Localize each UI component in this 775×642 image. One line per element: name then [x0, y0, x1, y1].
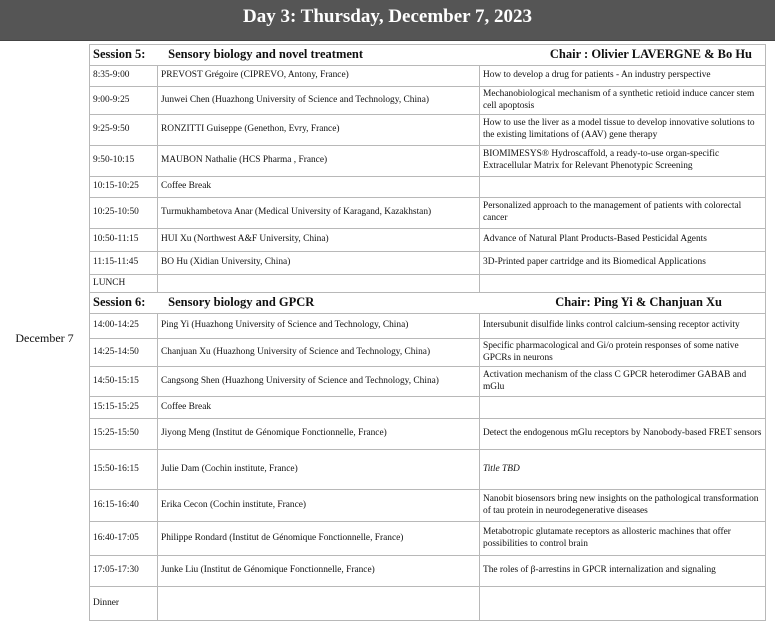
- time-cell: 9:25-9:50: [90, 115, 158, 146]
- session-header: [90, 293, 766, 314]
- time-cell: 15:25-15:50: [90, 419, 158, 450]
- speaker-cell: BO Hu (Xidian University, China): [158, 252, 480, 275]
- time-cell: 9:00-9:25: [90, 87, 158, 115]
- table-row: [90, 198, 766, 229]
- talk-cell: Mechanobiological mechanism of a synthetic retioid induce cancer stem cell apoptosis: [480, 87, 766, 115]
- table-row: [90, 522, 766, 556]
- session-chair: Chair: Ping Yi & Chanjuan Xu: [555, 295, 723, 310]
- time-cell: 15:15-15:25: [90, 397, 158, 419]
- table-row: [90, 419, 766, 450]
- table-row: [90, 229, 766, 252]
- talk-cell: The roles of β-arrestins in GPCR internalization and signaling: [480, 556, 766, 587]
- talk-cell: 3D-Printed paper cartridge and its Biomedical Applications: [480, 252, 766, 275]
- speaker-cell: Coffee Break: [158, 397, 480, 419]
- table-row: [90, 66, 766, 87]
- table-row: [90, 252, 766, 275]
- time-cell: 15:50-16:15: [90, 450, 158, 490]
- speaker-cell: Chanjuan Xu (Huazhong University of Science and Technology, China): [158, 339, 480, 367]
- speaker-cell: Cangsong Shen (Huazhong University of Science and Technology, China): [158, 367, 480, 397]
- date-label: December 7: [15, 331, 74, 345]
- talk-cell: Personalized approach to the management of patients with colorectal cancer: [480, 198, 766, 229]
- table-row: [90, 397, 766, 419]
- table-row: [90, 450, 766, 490]
- speaker-cell: Junke Liu (Institut de Génomique Fonctionnelle, France): [158, 556, 480, 587]
- speaker-cell: [158, 587, 480, 621]
- speaker-cell: Erika Cecon (Cochin institute, France): [158, 490, 480, 522]
- table-row: [90, 339, 766, 367]
- talk-cell: [480, 587, 766, 621]
- talk-cell: BIOMIMESYS® Hydroscaffold, a ready-to-use organ-specific Extracellular Matrix for Relevant Phenotypic Screening: [480, 146, 766, 177]
- time-cell: 10:25-10:50: [90, 198, 158, 229]
- speaker-cell: Junwei Chen (Huazhong University of Science and Technology, China): [158, 87, 480, 115]
- speaker-cell: [158, 275, 480, 293]
- speaker-cell: RONZITTI Guiseppe (Genethon, Evry, France): [158, 115, 480, 146]
- session-header-cell: [90, 293, 766, 314]
- talk-cell: Intersubunit disulfide links control calcium-sensing receptor activity: [480, 314, 766, 339]
- talk-cell: Activation mechanism of the class C GPCR heterodimer GABAB and mGlu: [480, 367, 766, 397]
- speaker-cell: MAUBON Nathalie (HCS Pharma , France): [158, 146, 480, 177]
- session-chair: Chair : Olivier LAVERGNE & Bo Hu: [549, 47, 753, 62]
- time-cell: 16:40-17:05: [90, 522, 158, 556]
- speaker-cell: PREVOST Grégoire (CIPREVO, Antony, France): [158, 66, 480, 87]
- time-cell: 14:25-14:50: [90, 339, 158, 367]
- table-row: [90, 556, 766, 587]
- page-title: Day 3: Thursday, December 7, 2023: [0, 0, 775, 41]
- time-cell: 9:50-10:15: [90, 146, 158, 177]
- talk-cell: Advance of Natural Plant Products-Based Pesticidal Agents: [480, 229, 766, 252]
- speaker-cell: HUI Xu (Northwest A&F University, China): [158, 229, 480, 252]
- speaker-cell: Ping Yi (Huazhong University of Science and Technology, China): [158, 314, 480, 339]
- talk-cell: How to develop a drug for patients - An industry perspective: [480, 66, 766, 87]
- time-cell: 8:35-9:00: [90, 66, 158, 87]
- table-row: [90, 146, 766, 177]
- table-row: [90, 87, 766, 115]
- session-topic: Sensory biology and novel treatment: [168, 47, 364, 62]
- time-cell: 10:50-11:15: [90, 229, 158, 252]
- speaker-cell: Coffee Break: [158, 177, 480, 198]
- talk-cell: Specific pharmacological and Gi/o protein responses of some native GPCRs in neurons: [480, 339, 766, 367]
- time-cell: 11:15-11:45: [90, 252, 158, 275]
- talk-cell: Metabotropic glutamate receptors as allosteric machines that offer possibilities to control brain: [480, 522, 766, 556]
- time-cell: 17:05-17:30: [90, 556, 158, 587]
- speaker-cell: Julie Dam (Cochin institute, France): [158, 450, 480, 490]
- table-row: [90, 490, 766, 522]
- speaker-cell: Turmukhambetova Anar (Medical University of Karagand, Kazakhstan): [158, 198, 480, 229]
- speaker-cell: Jiyong Meng (Institut de Génomique Fonctionnelle, France): [158, 419, 480, 450]
- time-cell: Dinner: [90, 587, 158, 621]
- table-row: [90, 587, 766, 621]
- session-number: Session 6:: [93, 295, 146, 310]
- session-topic: Sensory biology and GPCR: [168, 295, 315, 310]
- talk-cell: [480, 397, 766, 419]
- table-row: [90, 314, 766, 339]
- table-row: [90, 115, 766, 146]
- table-row: [90, 367, 766, 397]
- time-cell: 14:50-15:15: [90, 367, 158, 397]
- time-cell: 10:15-10:25: [90, 177, 158, 198]
- session-header: [90, 45, 766, 66]
- time-cell: 14:00-14:25: [90, 314, 158, 339]
- schedule-table: [89, 44, 766, 621]
- time-cell: LUNCH: [90, 275, 158, 293]
- talk-cell: Detect the endogenous mGlu receptors by Nanobody-based FRET sensors: [480, 419, 766, 450]
- talk-cell: Nanobit biosensors bring new insights on the pathological transformation of tau protein in neurodegenerative diseases: [480, 490, 766, 522]
- table-row: [90, 275, 766, 293]
- talk-cell: [480, 177, 766, 198]
- talk-cell: Title TBD: [480, 450, 766, 490]
- speaker-cell: Philippe Rondard (Institut de Génomique Fonctionnelle, France): [158, 522, 480, 556]
- time-cell: 16:15-16:40: [90, 490, 158, 522]
- table-row: [90, 177, 766, 198]
- talk-cell: [480, 275, 766, 293]
- session-number: Session 5:: [93, 47, 146, 62]
- talk-cell: How to use the liver as a model tissue to develop innovative solutions to the existing limitations of (AAV) gene therapy: [480, 115, 766, 146]
- session-header-cell: [90, 45, 766, 66]
